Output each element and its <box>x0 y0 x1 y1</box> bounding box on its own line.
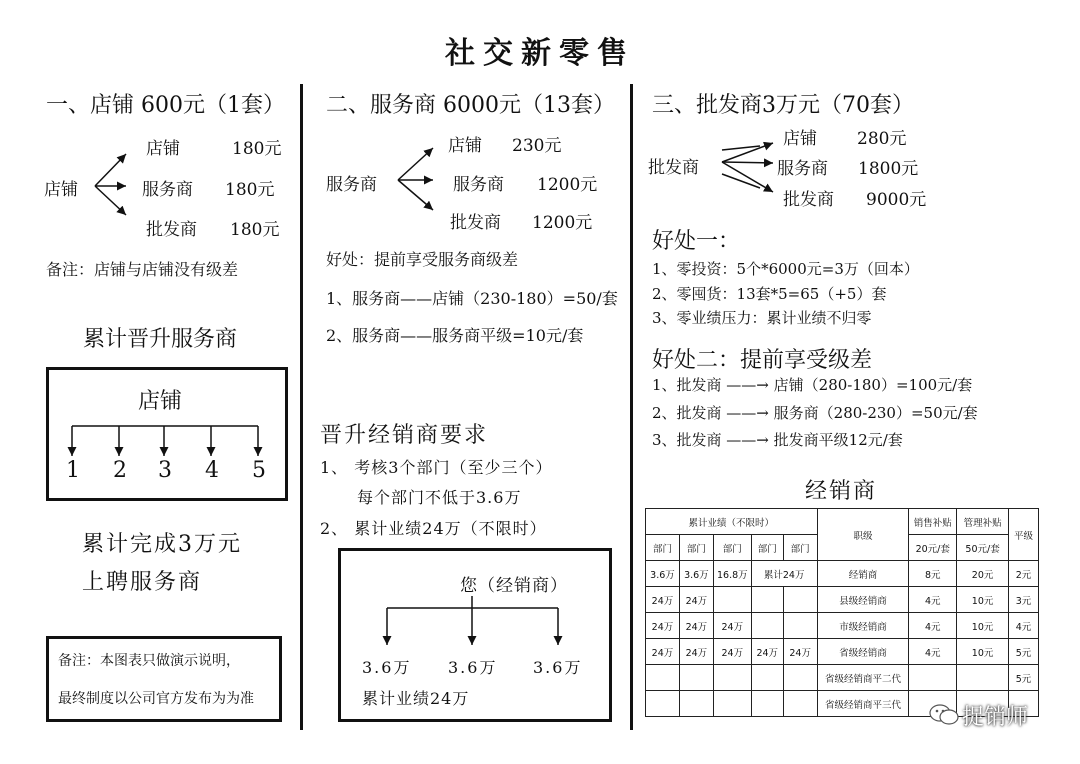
cell-rank: 县级经销商 <box>817 587 909 613</box>
col1-branch-amount: 180元 <box>225 180 275 200</box>
header-peer: 平级 <box>1009 509 1039 561</box>
col2-branch-amount: 1200元 <box>537 175 598 195</box>
header-dept: 部门 <box>713 535 751 561</box>
cell <box>783 613 817 639</box>
col1-branch-amount: 180元 <box>232 139 282 159</box>
col1-branch-amount: 180元 <box>230 220 280 240</box>
header-mgmt: 管理补贴 <box>957 509 1009 535</box>
table-row <box>646 587 1039 613</box>
cell-rank: 经销商 <box>817 561 909 587</box>
table-row <box>646 665 1039 691</box>
cell: 累计24万 <box>751 561 817 587</box>
cell: 3.6万 <box>679 561 713 587</box>
cell-rank: 省级经销商 <box>817 639 909 665</box>
cell-rank: 市级经销商 <box>817 613 909 639</box>
col1-branch-label: 服务商 <box>142 180 193 200</box>
col3-dealer-title: 经销商 <box>805 479 878 504</box>
cell <box>713 691 751 717</box>
col2-benefit-item: 1、服务商——店铺（230-180）=50/套 <box>326 289 618 308</box>
wechat-icon <box>928 702 960 732</box>
col3-benefit1-item: 2、零囤货：13套*5=65（+5）套 <box>652 285 887 303</box>
cell-rank: 省级经销商平三代 <box>817 691 909 717</box>
col3-root: 批发商 <box>648 158 699 178</box>
cell: 24万 <box>646 613 680 639</box>
cell: 24万 <box>679 587 713 613</box>
cell: 4元 <box>909 613 957 639</box>
cell: 24万 <box>713 613 751 639</box>
col2-tree-root: 您（经销商） <box>460 576 568 596</box>
col2-tree-leaf: 3.6万 <box>362 658 412 677</box>
header-dept: 部门 <box>646 535 680 561</box>
cell <box>783 691 817 717</box>
col2-benefit: 好处：提前享受服务商级差 <box>326 250 519 269</box>
cell: 24万 <box>751 639 783 665</box>
watermark-text: 捉销师 <box>962 705 1029 730</box>
col2-branch-amount: 230元 <box>512 136 562 156</box>
col2-req-item: 2、 累计业绩24万（不限时） <box>320 519 547 538</box>
cell <box>751 691 783 717</box>
col1-heading: 一、店铺 600元（1套） <box>46 93 285 118</box>
col1-root: 店铺 <box>44 180 78 200</box>
col1-promote-title: 累计晋升服务商 <box>83 327 238 352</box>
cell <box>751 665 783 691</box>
cell: 24万 <box>679 639 713 665</box>
dealer-table <box>645 508 1039 717</box>
cell <box>751 587 783 613</box>
col2-branch-label: 店铺 <box>448 136 482 156</box>
cell <box>713 587 751 613</box>
cell <box>957 665 1009 691</box>
col3-heading: 三、批发商3万元（70套） <box>652 93 914 118</box>
table-row <box>646 639 1039 665</box>
table-row <box>646 561 1039 587</box>
col3-branch-label: 批发商 <box>783 190 834 210</box>
header-mgmt-rate: 50元/套 <box>957 535 1009 561</box>
col1-tree-leaf: 1 <box>66 458 80 483</box>
cell <box>783 665 817 691</box>
col1-remark-box <box>46 636 282 722</box>
col3-branch-label: 店铺 <box>783 129 817 149</box>
col1-tree-leaf: 2 <box>113 458 127 483</box>
col1-tree-root: 店铺 <box>138 389 183 414</box>
header-dept: 部门 <box>751 535 783 561</box>
cell: 4元 <box>1009 613 1039 639</box>
col3-branch-amount: 9000元 <box>866 190 927 210</box>
cell: 24万 <box>646 639 680 665</box>
header-rank: 职级 <box>817 509 909 561</box>
col3-benefit1-title: 好处一： <box>652 229 741 254</box>
col2-benefit-item: 2、服务商——服务商平级=10元/套 <box>326 326 584 345</box>
header-cumulative: 累计业绩（不限时） <box>646 509 818 535</box>
cell: 2元 <box>1009 561 1039 587</box>
header-dept: 部门 <box>679 535 713 561</box>
cell: 3元 <box>1009 587 1039 613</box>
cell <box>679 665 713 691</box>
cell: 10元 <box>957 587 1009 613</box>
cell <box>751 613 783 639</box>
cell <box>909 665 957 691</box>
cell: 8元 <box>909 561 957 587</box>
col2-tree-leaf: 3.6万 <box>448 658 498 677</box>
page-title: 社交新零售 <box>445 36 635 71</box>
cell: 4元 <box>909 587 957 613</box>
cell: 16.8万 <box>713 561 751 587</box>
cell: 24万 <box>713 639 751 665</box>
col1-complete-line1: 累计完成3万元 <box>82 532 242 557</box>
col2-tree-leaf: 3.6万 <box>533 658 583 677</box>
col3-branch-amount: 280元 <box>857 129 907 149</box>
col2-branch-label: 服务商 <box>453 175 504 195</box>
col3-benefit1-item: 1、零投资：5个*6000元=3万（回本） <box>652 260 919 278</box>
cell <box>646 691 680 717</box>
col2-branch-label: 批发商 <box>450 213 501 233</box>
table-row <box>646 613 1039 639</box>
col1-note: 备注：店铺与店铺没有级差 <box>46 260 239 279</box>
col1-branch-label: 批发商 <box>146 220 197 240</box>
col3-benefit2-item: 1、批发商 ——→ 店铺（280-180）=100元/套 <box>652 376 973 394</box>
col3-benefit2-title: 好处二：提前享受级差 <box>652 348 873 373</box>
col1-tree-leaf: 4 <box>205 458 219 483</box>
header-sales-rate: 20元/套 <box>909 535 957 561</box>
cell: 3.6万 <box>646 561 680 587</box>
col1-tree-leaf: 5 <box>252 458 266 483</box>
cell-rank: 省级经销商平二代 <box>817 665 909 691</box>
col3-benefit1-item: 3、零业绩压力：累计业绩不归零 <box>652 309 872 327</box>
header-dept: 部门 <box>783 535 817 561</box>
col1-complete-line2: 上聘服务商 <box>82 570 203 595</box>
col1-remark-line2: 最终制度以公司官方发布为为准 <box>58 691 254 707</box>
cell: 20元 <box>957 561 1009 587</box>
col2-req-item: 每个部门不低于3.6万 <box>357 488 522 507</box>
cell: 24万 <box>783 639 817 665</box>
cell: 4元 <box>909 639 957 665</box>
header-sales: 销售补贴 <box>909 509 957 535</box>
col3-branch-label: 服务商 <box>777 159 828 179</box>
col2-tree-total: 累计业绩24万 <box>362 689 470 708</box>
table-header-row <box>646 509 1039 535</box>
col2-req-title: 晋升经销商要求 <box>320 423 489 448</box>
col1-branch-label: 店铺 <box>146 139 180 159</box>
cell <box>679 691 713 717</box>
cell: 5元 <box>1009 665 1039 691</box>
cell <box>783 587 817 613</box>
cell: 10元 <box>957 613 1009 639</box>
col1-tree-leaf: 3 <box>158 458 172 483</box>
col2-heading: 二、服务商 6000元（13套） <box>326 93 615 118</box>
cell <box>646 665 680 691</box>
col3-benefit2-item: 3、批发商 ——→ 批发商平级12元/套 <box>652 431 903 449</box>
col3-branch-amount: 1800元 <box>858 159 919 179</box>
cell <box>713 665 751 691</box>
cell: 24万 <box>646 587 680 613</box>
cell: 5元 <box>1009 639 1039 665</box>
col2-root: 服务商 <box>326 175 377 195</box>
col1-remark-line1: 备注：本图表只做演示说明， <box>58 653 240 669</box>
cell: 10元 <box>957 639 1009 665</box>
col2-req-item: 1、 考核3个部门（至少三个） <box>320 458 553 477</box>
col3-benefit2-item: 2、批发商 ——→ 服务商（280-230）=50元/套 <box>652 404 978 422</box>
cell: 24万 <box>679 613 713 639</box>
col2-branch-amount: 1200元 <box>532 213 593 233</box>
